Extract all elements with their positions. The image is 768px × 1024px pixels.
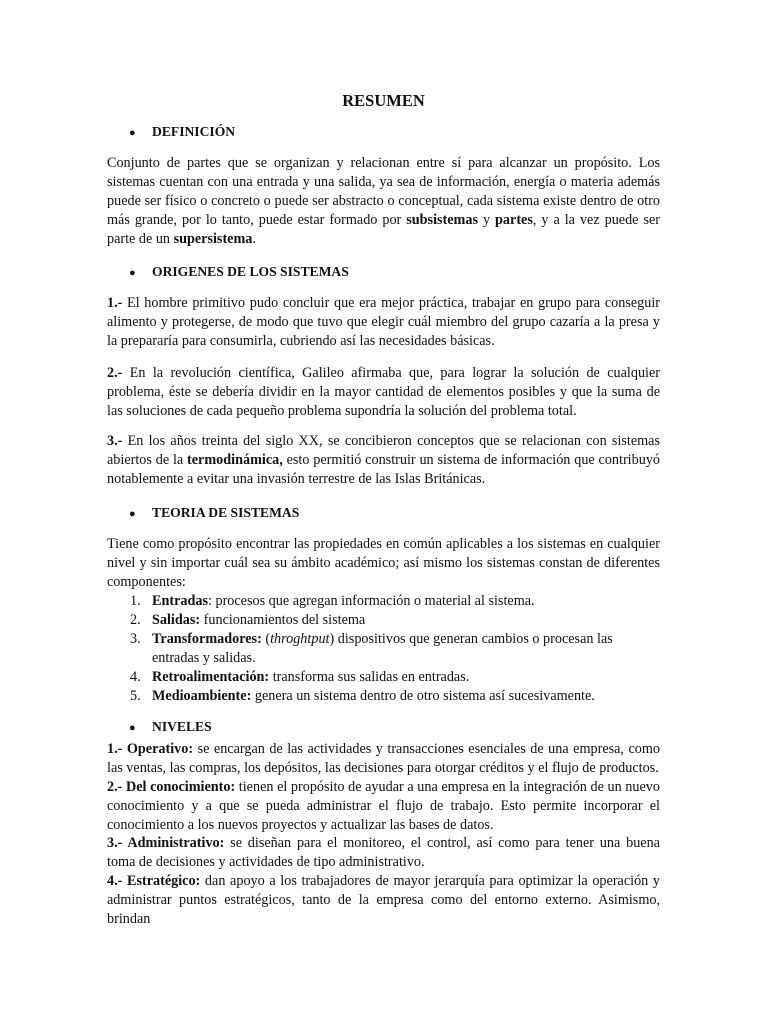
paragraph-nivel-1: 1.- Operativo: se encargan de las actividades y transacciones esenciales de una empresa, como las ventas, las compras, los depósitos, las decisiones para otorgar créditos y el flujo de productos. [107, 741, 660, 776]
paragraph-nivel-3: 3.- Administrativo: se diseñan para el monitoreo, el control, así como para tener una buena toma de decisiones y actividades de tipo administrativo. [107, 835, 660, 870]
section-heading-teoria [129, 503, 299, 524]
term-termodinamica: termodinámica, [187, 452, 287, 468]
list-item: 5. Medioambiente: genera un sistema dentro de otro sistema así sucesivamente. [130, 688, 595, 704]
list-item: 4. Retroalimentación: transforma sus salidas en entradas. [130, 669, 470, 685]
paragraph-origen-2: 2.- En la revolución científica, Galileo afirmaba que, para lograr la solución de cualquier problema, éste se debería dividir en la mayor cantidad de elementos posibles y que la suma de las soluciones de cada pequeño problema supondría la solución del problema total. [107, 365, 660, 419]
bullet-icon: ● [129, 267, 136, 279]
paragraph-definicion: Conjunto de partes que se organizan y relacionan entre sí para alcanzar un propósito. Los sistemas cuentan con una entrada y una salida, ya sea de información, energía o materia además puede ser físico o concreto o puede ser abstracto o conceptual, cada sistema existe dentro de otro más grande, por lo tanto, puede estar formado por subsistemas y partes, y a la vez puede ser parte de un supersistema. [107, 155, 660, 247]
components-list [107, 592, 660, 706]
list-item: 2. Salidas: funcionamientos del sistema [130, 612, 366, 628]
heading-label: NIVELES [152, 719, 212, 734]
section-heading-niveles [129, 717, 212, 738]
paragraph-origen-1: 1.- El hombre primitivo pudo concluir que era mejor práctica, trabajar en grupo para conseguir alimento y protegerse, de modo que tuvo que elegir cuál miembro del grupo cazaría a la presa y la prepararía para consumirla, cubriendo así las necesidades básicas. [107, 295, 660, 349]
heading-label: ORIGENES DE LOS SISTEMAS [152, 264, 349, 279]
bullet-icon: ● [129, 508, 136, 520]
list-item: 1. Entradas: procesos que agregan información o material al sistema. [130, 593, 535, 609]
term-supersistema: supersistema [173, 231, 253, 247]
paragraph-nivel-4: 4.- Estratégico: dan apoyo a los trabajadores de mayor jerarquía para optimizar la operación y administrar puntos estratégicos, tanto de la empresa como del entorno externo. Asimismo, brindan [107, 873, 660, 927]
bullet-icon: ● [129, 127, 136, 139]
paragraph-origen-3: 3.- En los años treinta del siglo XX, se concibieron conceptos que se relacionan con sistemas abiertos de la termodinámica, esto permitió construir un sistema de información que contribuyó notablemente a evitar una invasión terrestre de las Islas Británicas. [107, 433, 661, 487]
paragraph-nivel-2: 2.- Del conocimiento: tienen el propósito de ayudar a una empresa en la integración de un nuevo conocimiento y a que se pueda administrar el flujo de trabajo. Esto permite incorporar el conocimiento a los nuevos proyectos y actualizar las bases de datos. [107, 779, 660, 833]
term-subsistemas: subsistemas [406, 212, 478, 228]
section-heading-origenes [129, 262, 349, 283]
term-partes: partes [495, 212, 533, 228]
heading-label: TEORIA DE SISTEMAS [152, 505, 300, 520]
document-title: RESUMEN [342, 91, 425, 110]
list-item: 3. Transformadores: (throghtput) dispositivos que generan cambios o procesan las entradas y salidas. [130, 631, 613, 666]
paragraph-teoria-intro: Tiene como propósito encontrar las propiedades en común aplicables a los sistemas en cualquier nivel y sin importar cuál sea su ámbito académico; así mismo los sistemas constan de diferentes componentes: [107, 536, 660, 590]
bullet-icon: ● [129, 722, 136, 734]
section-heading-definicion [129, 122, 235, 143]
heading-label: DEFINICIÓN [152, 124, 236, 139]
